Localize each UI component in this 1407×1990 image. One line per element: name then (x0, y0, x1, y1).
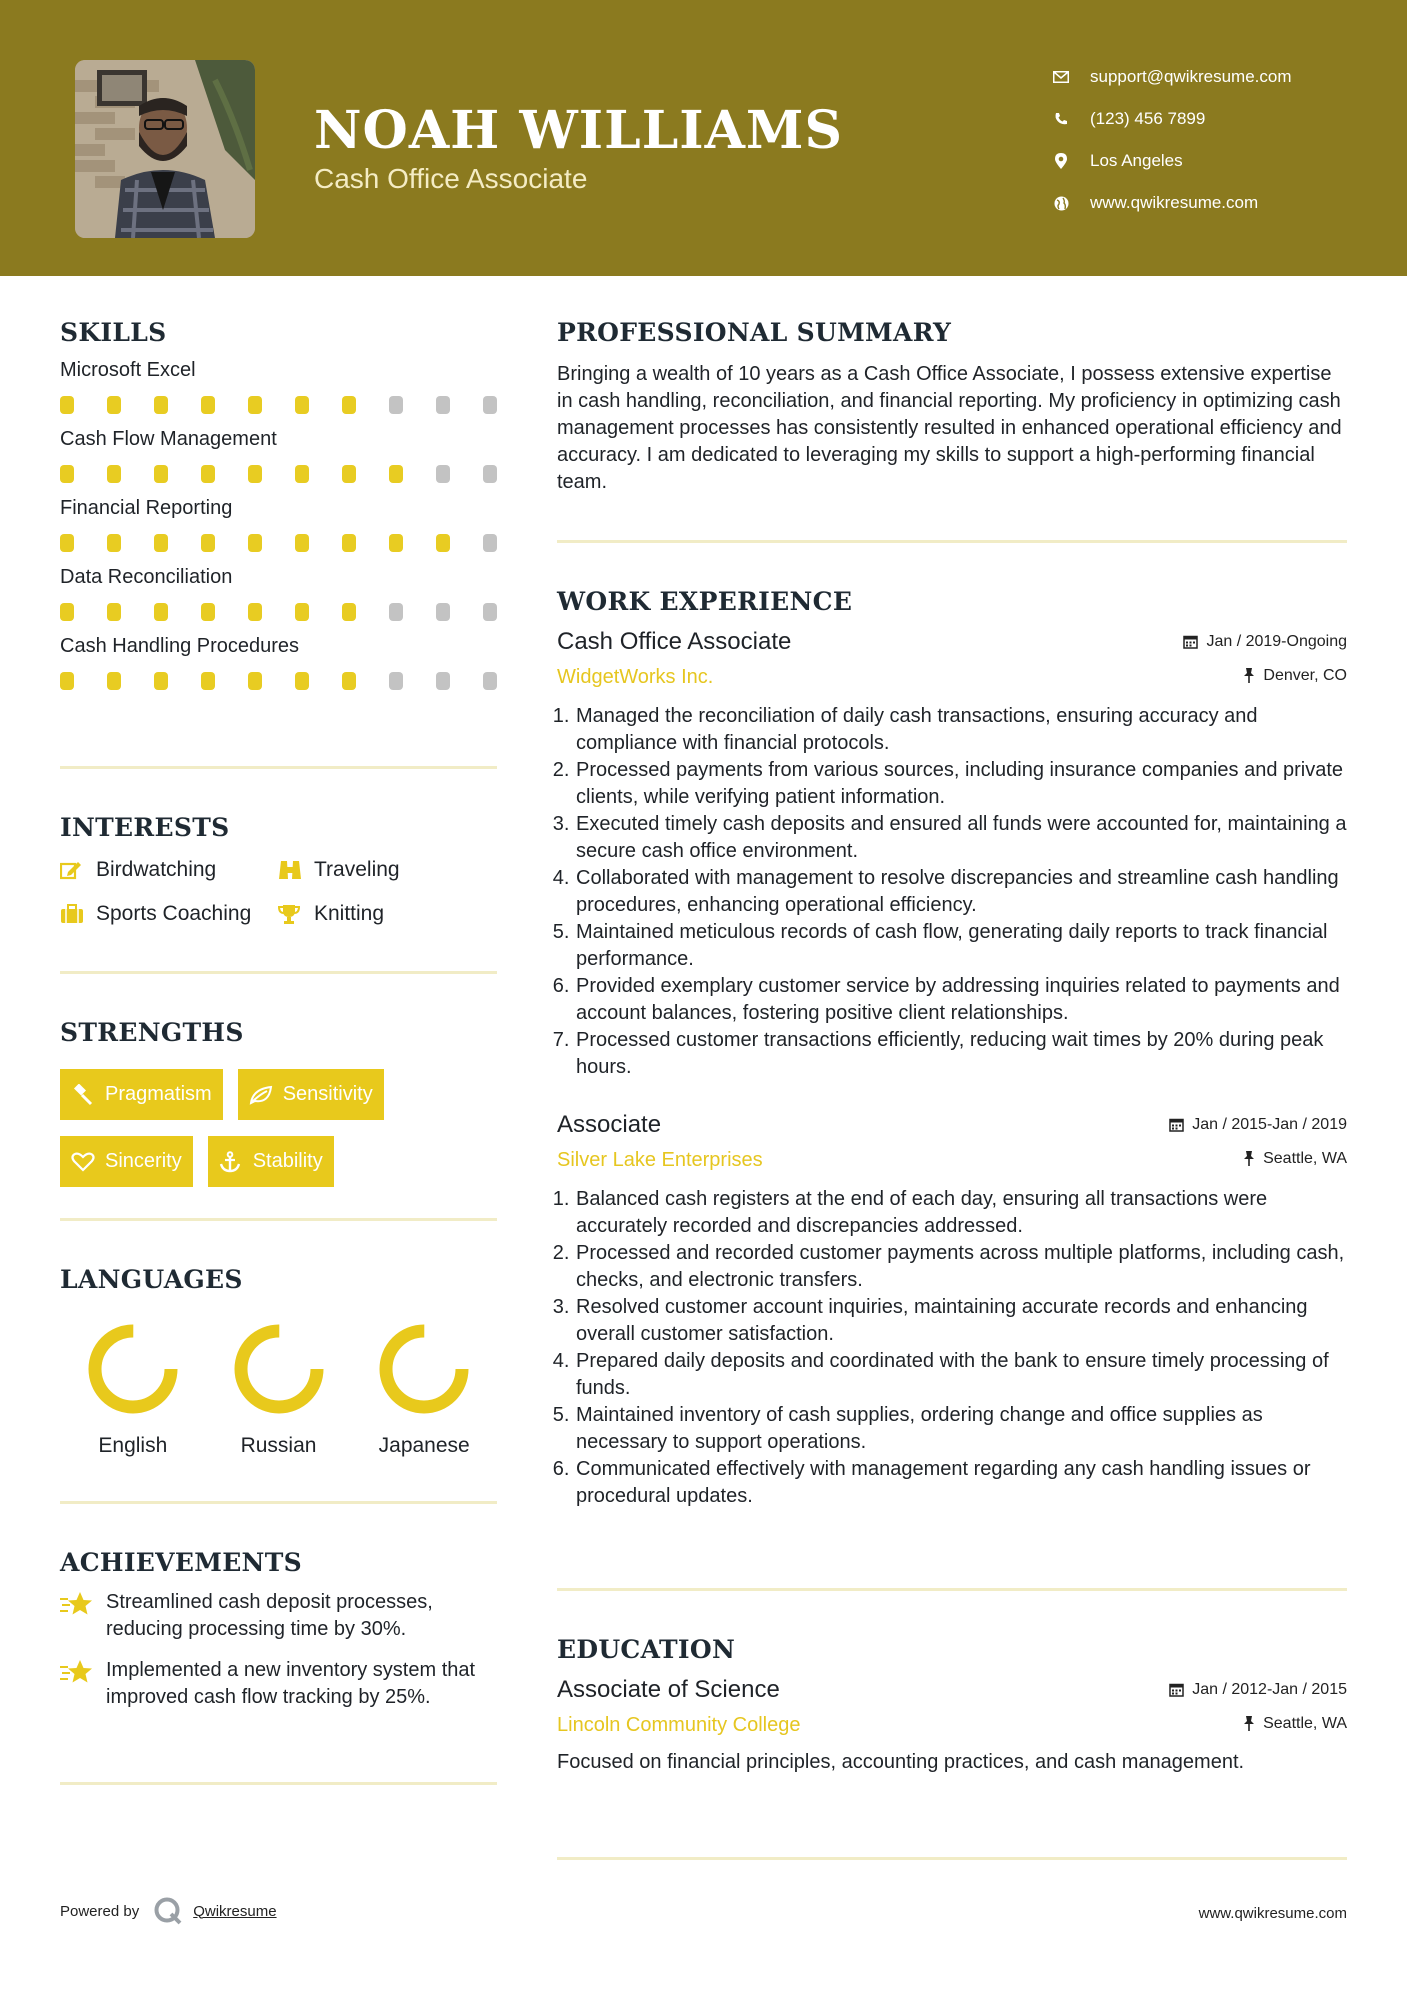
email-text: support@qwikresume.com (1090, 67, 1292, 86)
profile-photo (75, 60, 255, 238)
education-dates (1169, 1681, 1347, 1699)
skill-name: Financial Reporting (60, 497, 233, 519)
skill-item (60, 497, 497, 552)
qwikresume-link[interactable]: Qwikresume (193, 1902, 277, 1920)
rating-dot-filled (60, 396, 74, 414)
job-location (1243, 1150, 1347, 1168)
rating-dot-filled (107, 603, 121, 621)
interest-item (278, 858, 478, 882)
achievement-item (60, 1589, 497, 1643)
experience-heading: WORK EXPERIENCE (557, 587, 853, 616)
rating-dot-filled (295, 603, 309, 621)
language-name: Japanese (378, 1434, 470, 1457)
job-location-text: Denver, CO (1263, 666, 1347, 684)
skill-item (60, 359, 497, 414)
interest-item (60, 902, 278, 926)
languages-heading: LANGUAGES (60, 1265, 243, 1294)
phone-text: (123) 456 7899 (1090, 109, 1206, 128)
interest-label: Knitting (314, 902, 385, 925)
job-location-text: Seattle, WA (1263, 1149, 1347, 1167)
strengths-heading: STRENGTHS (60, 1018, 244, 1047)
interests-list (60, 858, 497, 926)
achievement-item (60, 1657, 497, 1711)
interest-label: Sports Coaching (96, 902, 252, 925)
contact-website[interactable] (1050, 182, 1292, 224)
rating-dot-filled (107, 396, 121, 414)
duty-item: 2. Processed payments from various sources, including insurance companies and private clients, while verifying patient information. (575, 757, 1347, 811)
skill-item (60, 635, 497, 690)
rating-dot-filled (248, 465, 262, 483)
trophy-icon (278, 902, 304, 926)
skill-rating (60, 396, 497, 414)
job-dates-text: Jan / 2015-Jan / 2019 (1192, 1115, 1347, 1133)
summary-section (557, 318, 1347, 540)
rating-dot-filled (295, 465, 309, 483)
rating-dot-filled (154, 603, 168, 621)
heart-icon (71, 1150, 97, 1174)
language-level-gauge (379, 1324, 469, 1414)
rating-dot-filled (342, 396, 356, 414)
section-divider (557, 1588, 1347, 1591)
contact-list (1050, 56, 1292, 224)
rating-dot-filled (154, 465, 168, 483)
rating-dot-filled (154, 396, 168, 414)
skills-list (60, 359, 497, 690)
education-heading: EDUCATION (557, 1635, 736, 1664)
strength-label: Pragmatism (105, 1083, 212, 1105)
left-column (60, 318, 497, 1785)
candidate-name: NOAH WILLIAMS (314, 100, 844, 161)
rating-dot-filled (436, 534, 450, 552)
section-divider (60, 1501, 497, 1504)
duty-list (557, 1186, 1347, 1510)
strength-label: Sensitivity (282, 1083, 373, 1105)
interest-label: Traveling (314, 858, 400, 881)
map-marker-icon (1050, 150, 1072, 172)
job-title: Associate (557, 1111, 662, 1138)
education-description: Focused on financial principles, accounting practices, and cash management. (557, 1751, 1245, 1773)
language-name: English (98, 1434, 168, 1457)
duty-item: 2. Processed and recorded customer payments across multiple platforms, including cash, checks, and electronic transfers. (575, 1240, 1347, 1294)
education-section (557, 1635, 1347, 1857)
phone-icon (1050, 108, 1072, 130)
rating-dot-empty (483, 534, 497, 552)
right-column (557, 318, 1347, 1860)
language-level-arc (241, 1331, 317, 1407)
rating-dot-empty (436, 603, 450, 621)
rating-dot-filled (389, 465, 403, 483)
duty-item: 1. Managed the reconciliation of daily cash transactions, ensuring accuracy and compliance with financial protocols. (575, 703, 1347, 757)
skill-rating (60, 465, 497, 483)
rating-dot-filled (154, 672, 168, 690)
leaf-icon (249, 1083, 275, 1107)
duty-item: 6. Communicated effectively with management regarding any cash handling issues or procedural updates. (575, 1456, 1347, 1510)
strength-label: Stability (252, 1150, 323, 1172)
interest-item (60, 858, 278, 882)
powered-by-text: Powered by (60, 1902, 140, 1920)
strength-chip (60, 1069, 223, 1120)
school-name: Lincoln Community College (557, 1714, 801, 1736)
job-location (1243, 667, 1347, 685)
section-divider (60, 1782, 497, 1785)
strength-chip (238, 1069, 384, 1120)
language-level-gauge (234, 1324, 324, 1414)
skill-item (60, 428, 497, 483)
rating-dot-filled (342, 534, 356, 552)
education-location (1243, 1715, 1347, 1733)
rating-dot-filled (60, 534, 74, 552)
job-entry (557, 1111, 1347, 1510)
pushpin-icon (1243, 1716, 1255, 1731)
rating-dot-filled (107, 465, 121, 483)
rating-dot-filled (60, 465, 74, 483)
rating-dot-filled (342, 672, 356, 690)
star-icon (60, 1589, 96, 1619)
duty-item: 5. Maintained meticulous records of cash flow, generating daily reports to track financial performance. (575, 919, 1347, 973)
rating-dot-filled (342, 465, 356, 483)
duty-item: 7. Processed customer transactions efficiently, reducing wait times by 20% during peak hours. (575, 1027, 1347, 1081)
job-entry (557, 628, 1347, 1081)
section-divider (557, 540, 1347, 543)
rating-dot-filled (201, 534, 215, 552)
contact-phone[interactable] (1050, 98, 1292, 140)
achievement-text: Implemented a new inventory system that improved cash flow tracking by 25%. (106, 1659, 476, 1708)
rating-dot-filled (248, 603, 262, 621)
interest-item (278, 902, 478, 926)
section-divider (60, 766, 497, 769)
section-divider (60, 1218, 497, 1221)
gavel-icon (71, 1083, 97, 1107)
rating-dot-filled (201, 672, 215, 690)
anchor-icon (219, 1150, 245, 1174)
skill-item (60, 566, 497, 621)
strength-chip (60, 1136, 193, 1187)
resume-header (0, 0, 1407, 276)
duty-item: 4. Collaborated with management to resolve discrepancies and streamline cash handling procedures, enhancing operational efficiency. (575, 865, 1347, 919)
binoculars-icon (278, 858, 304, 882)
strength-chip (208, 1136, 334, 1187)
rating-dot-filled (295, 672, 309, 690)
pushpin-icon (1243, 668, 1255, 683)
rating-dot-filled (248, 396, 262, 414)
calendar-icon (1169, 1117, 1184, 1132)
company-name: Silver Lake Enterprises (557, 1149, 763, 1171)
globe-icon (1050, 192, 1072, 214)
footer-branding (60, 1896, 277, 1926)
language-level-gauge (88, 1324, 178, 1414)
summary-text: Bringing a wealth of 10 years as a Cash Office Associate, I possess extensive expertise in cash handling, reconciliation, and financial reporting. My proficiency in optimizing cash management processes has consistently resulted in enhanced operational efficiency and accuracy. I am dedicated to leveraging my skills to support a high-performing financial team. (557, 363, 1342, 493)
experience-section (557, 587, 1347, 1588)
candidate-title: Cash Office Associate (314, 163, 588, 194)
interests-section (60, 813, 497, 971)
rating-dot-filled (342, 603, 356, 621)
interest-label: Birdwatching (96, 858, 217, 881)
achievements-section (60, 1548, 497, 1782)
rating-dot-filled (201, 465, 215, 483)
skill-rating (60, 672, 497, 690)
duty-item: 3. Resolved customer account inquiries, maintaining accurate records and enhancing overall customer satisfaction. (575, 1294, 1347, 1348)
languages-list (60, 1324, 497, 1458)
language-name: Russian (240, 1434, 317, 1457)
rating-dot-filled (295, 396, 309, 414)
language-item (206, 1324, 352, 1458)
rating-dot-filled (248, 672, 262, 690)
language-item (351, 1324, 497, 1458)
strengths-list (60, 1069, 497, 1187)
rating-dot-empty (483, 603, 497, 621)
footer-website[interactable]: www.qwikresume.com (1198, 1905, 1347, 1922)
contact-email[interactable] (1050, 56, 1292, 98)
rating-dot-empty (436, 672, 450, 690)
calendar-icon (1183, 634, 1198, 649)
envelope-icon (1050, 66, 1072, 88)
duty-item: 5. Maintained inventory of cash supplies, ordering change and office supplies as necessary to support operations. (575, 1402, 1347, 1456)
skills-heading: SKILLS (60, 318, 167, 347)
interests-heading: INTERESTS (60, 813, 230, 842)
rating-dot-filled (60, 603, 74, 621)
skill-name: Cash Flow Management (60, 428, 277, 450)
qwikresume-logo-icon (153, 1896, 183, 1926)
rating-dot-empty (389, 396, 403, 414)
website-text: www.qwikresume.com (1090, 193, 1259, 212)
rating-dot-empty (436, 396, 450, 414)
rating-dot-empty (483, 465, 497, 483)
location-text: Los Angeles (1090, 151, 1183, 170)
briefcase-icon (60, 902, 86, 926)
education-location-text: Seattle, WA (1263, 1714, 1347, 1732)
job-dates (1169, 1116, 1347, 1134)
duty-item: 1. Balanced cash registers at the end of each day, ensuring all transactions were accurately recorded and discrepancies addressed. (575, 1186, 1347, 1240)
rating-dot-filled (154, 534, 168, 552)
job-title: Cash Office Associate (557, 628, 792, 655)
strength-label: Sincerity (105, 1150, 182, 1172)
rating-dot-filled (201, 396, 215, 414)
duty-item: 3. Executed timely cash deposits and ensured all funds were accounted for, maintaining a secure cash office environment. (575, 811, 1347, 865)
calendar-icon (1169, 1682, 1184, 1697)
degree-title: Associate of Science (557, 1676, 780, 1703)
star-icon (60, 1657, 96, 1687)
languages-section (60, 1265, 497, 1501)
rating-dot-empty (483, 672, 497, 690)
skill-name: Microsoft Excel (60, 359, 196, 381)
duty-item: 4. Prepared daily deposits and coordinated with the bank to ensure timely processing of funds. (575, 1348, 1347, 1402)
rating-dot-empty (389, 672, 403, 690)
language-level-arc (95, 1331, 171, 1407)
skill-name: Data Reconciliation (60, 566, 233, 588)
rating-dot-filled (60, 672, 74, 690)
pushpin-icon (1243, 1151, 1255, 1166)
skill-rating (60, 603, 497, 621)
skills-section (60, 318, 497, 766)
skill-rating (60, 534, 497, 552)
rating-dot-filled (248, 534, 262, 552)
rating-dot-filled (389, 534, 403, 552)
summary-heading: PROFESSIONAL SUMMARY (557, 318, 952, 347)
edit-icon (60, 858, 86, 882)
education-dates-text: Jan / 2012-Jan / 2015 (1192, 1680, 1347, 1698)
rating-dot-filled (201, 603, 215, 621)
rating-dot-filled (107, 672, 121, 690)
achievement-text: Streamlined cash deposit processes, reducing processing time by 30%. (106, 1591, 433, 1640)
section-divider (557, 1857, 1347, 1860)
language-level-arc (386, 1331, 462, 1407)
rating-dot-empty (389, 603, 403, 621)
rating-dot-empty (436, 465, 450, 483)
duty-list (557, 703, 1347, 1081)
company-name: WidgetWorks Inc. (557, 666, 714, 688)
achievements-heading: ACHIEVEMENTS (60, 1548, 302, 1577)
skill-name: Cash Handling Procedures (60, 635, 300, 657)
language-item (60, 1324, 206, 1458)
job-dates-text: Jan / 2019-Ongoing (1206, 632, 1347, 650)
rating-dot-empty (483, 396, 497, 414)
section-divider (60, 971, 497, 974)
job-dates (1183, 633, 1347, 651)
rating-dot-filled (107, 534, 121, 552)
contact-location (1050, 140, 1292, 182)
duty-item: 6. Provided exemplary customer service by addressing inquiries related to payments and account balances, fostering positive client relationships. (575, 973, 1347, 1027)
rating-dot-filled (295, 534, 309, 552)
strengths-section (60, 1018, 497, 1218)
